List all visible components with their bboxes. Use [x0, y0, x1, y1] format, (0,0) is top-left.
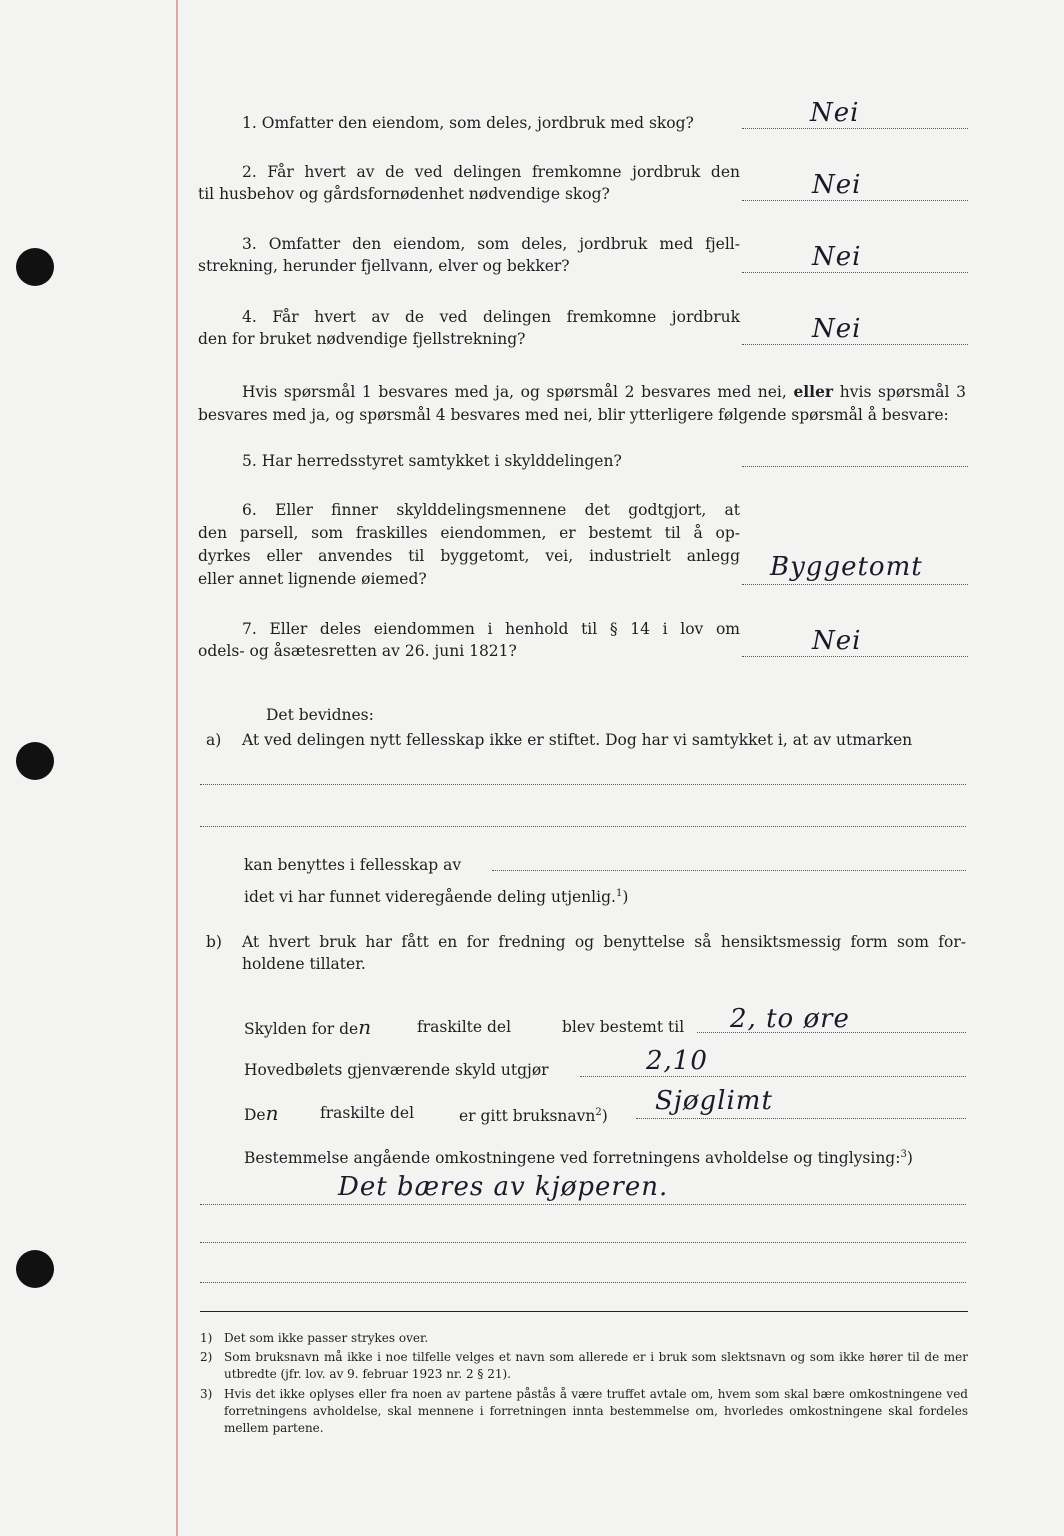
question-3-line-1: 3. Omfatter den eiendom, som deles, jordbruk med fjell- [242, 235, 740, 253]
blank-line [200, 826, 966, 827]
question-4-line-2: den for bruket nødvendige fjellstrekning? [198, 330, 526, 348]
question-6-line-2: den parsell, som fraskilles eiendommen, er bestemt til å op- [198, 524, 740, 542]
answer-line-5 [742, 466, 968, 467]
answer-3: Nei [812, 242, 862, 272]
bruksnavn-mid: fraskilte del [320, 1104, 415, 1122]
punch-hole [16, 248, 54, 286]
bruksnavn-post: er gitt bruksnavn$^2$) [459, 1107, 608, 1126]
item-b-line-2: holdene tillater. [242, 955, 366, 973]
answer-1: Nei [810, 98, 860, 128]
bruksnavn-label: Den [244, 1101, 279, 1125]
blank-line [200, 784, 966, 785]
question-7-line-1: 7. Eller deles eiendommen i henhold til § 14 i lov om [242, 620, 740, 638]
footnote-2: 2) Som bruksnavn må ikke i noe tilfelle velges et navn som allerede er i bruk som slektsnavn og som ikke hører til de mer utbredte (jfr. lov. av 9. februar 1923 nr. 2 § 21). [200, 1350, 968, 1381]
remaining-value: 2,10 [646, 1046, 708, 1076]
bruksnavn-line [636, 1118, 966, 1119]
item-a-label: a) [206, 731, 222, 749]
remaining-line [580, 1076, 966, 1077]
footnote-1: 1) Det som ikke passer strykes over. [200, 1331, 429, 1345]
question-6-line-3: dyrkes eller anvendes til byggetomt, vei, industrielt anlegg [198, 547, 740, 565]
question-5: 5. Har herredsstyret samtykket i skylddelingen? [242, 452, 622, 470]
question-6-line-1: 6. Eller finner skylddelingsmennene det godtgjort, at [242, 501, 740, 519]
costs-line [200, 1204, 966, 1205]
margin-line [176, 0, 178, 1536]
question-3-line-2: strekning, herunder fjellvann, elver og bekker? [198, 257, 570, 275]
skyld-mid: fraskilte del [417, 1018, 512, 1036]
answer-2: Nei [812, 170, 862, 200]
answer-line-1 [742, 128, 968, 129]
item-b-label: b) [206, 933, 222, 951]
question-1: 1. Omfatter den eiendom, som deles, jordbruk med skog? [242, 114, 694, 132]
skyld-label: Skylden for den [244, 1015, 372, 1039]
skyld-value: 2, to øre [730, 1004, 850, 1034]
found-text: idet vi har funnet videregående deling utjenlig.$^1$) [244, 888, 629, 907]
punch-hole [16, 742, 54, 780]
costs-value: Det bæres av kjøperen. [338, 1172, 669, 1202]
question-6-line-4: eller annet lignende øiemed? [198, 570, 427, 588]
conditional-line-2: besvares med ja, og spørsmål 4 besvares med nei, blir ytterligere følgende spørsmål å besvare: [198, 406, 949, 424]
costs-label: Bestemmelse angående omkostningene ved forretningens avholdelse og tinglysing:$^3$) [244, 1149, 913, 1168]
blank-line [200, 1282, 966, 1283]
answer-line-3 [742, 272, 968, 273]
bruksnavn-value: Sjøglimt [655, 1086, 773, 1116]
bevidnes-heading: Det bevidnes: [266, 706, 374, 724]
question-7-line-2: odels- og åsætesretten av 26. juni 1821? [198, 642, 517, 660]
remaining-label: Hovedbølets gjenværende skyld utgjør [244, 1061, 549, 1079]
blank-line [200, 1242, 966, 1243]
item-b-line-1: At hvert bruk har fått en for fredning og benyttelse så hensiktsmessig form som for- [242, 933, 966, 951]
conditional-line-1: Hvis spørsmål 1 besvares med ja, og spørsmål 2 besvares med nei, eller hvis spørsmål 3 [242, 382, 966, 401]
footnote-3: 3) Hvis det ikke oplyses eller fra noen av partene påstås å være truffet avtale om, hvem som skal bære omkostningene ved forretningens avholdelse, skal mennene i forretningen innta bestemmelse om, hvorledes omkostningene skal fordeles mellem partene. [200, 1387, 968, 1435]
question-2-line-2: til husbehov og gårdsfornødenhet nødvendige skog? [198, 185, 610, 203]
answer-4: Nei [812, 314, 862, 344]
punch-hole [16, 1250, 54, 1288]
answer-line-6 [742, 584, 968, 585]
answer-7: Nei [812, 626, 862, 656]
item-a-text: At ved delingen nytt fellesskap ikke er stiftet. Dog har vi samtykket i, at av utmarken [242, 731, 913, 749]
question-4-line-1: 4. Får hvert av de ved delingen fremkomne jordbruk [242, 308, 740, 326]
answer-line-4 [742, 344, 968, 345]
answer-line-2 [742, 200, 968, 201]
question-2-line-1: 2. Får hvert av de ved delingen fremkomne jordbruk den [242, 163, 740, 181]
answer-6: Byggetomt [770, 552, 923, 582]
shared-use-label: kan benyttes i fellesskap av [244, 856, 462, 874]
shared-use-line [492, 870, 966, 871]
answer-line-7 [742, 656, 968, 657]
footnote-rule [200, 1311, 968, 1312]
skyld-post: blev bestemt til [562, 1018, 685, 1036]
